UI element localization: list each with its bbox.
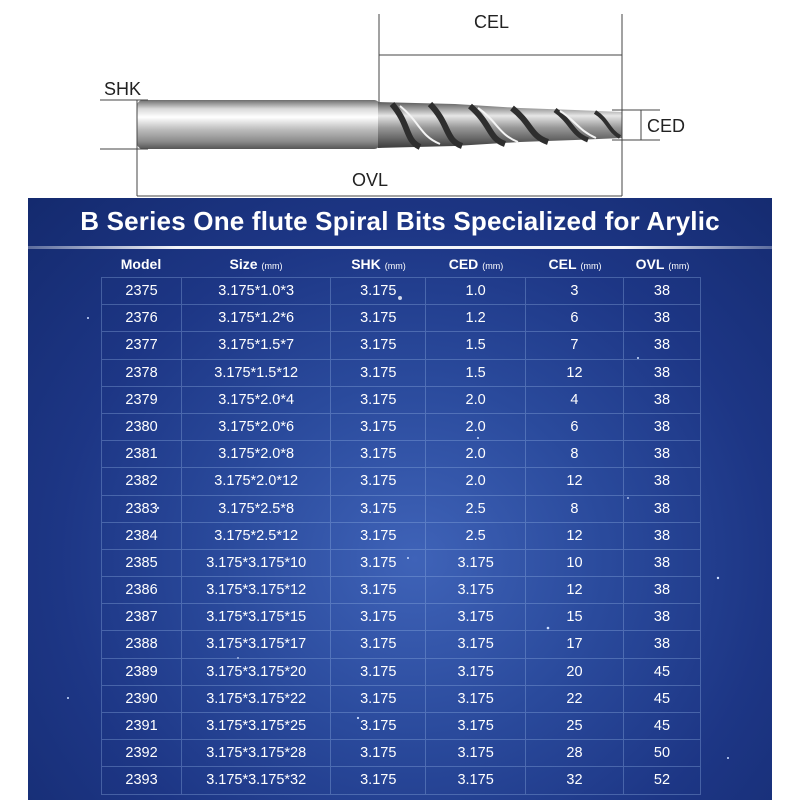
ovl-cell: 38 (624, 604, 701, 630)
spec-table (101, 277, 701, 795)
header-label: CEL (548, 256, 577, 272)
shk-cell: 3.175 (331, 659, 426, 685)
table-row (101, 767, 701, 794)
model-cell: 2387 (101, 604, 182, 630)
shk-cell: 3.175 (331, 686, 426, 712)
model-cell: 2379 (101, 387, 182, 413)
size-cell: 3.175*3.175*22 (182, 686, 331, 712)
spiral-bit-image (0, 0, 800, 200)
header-ovl (624, 256, 701, 276)
size-cell: 3.175*1.2*6 (182, 305, 331, 331)
table-row (101, 468, 701, 495)
cel-cell: 17 (526, 631, 624, 657)
model-cell: 2389 (101, 659, 182, 685)
ced-cell: 3.175 (426, 631, 526, 657)
header-unit: (mm) (668, 261, 690, 271)
ovl-cell: 38 (624, 305, 701, 331)
model-cell: 2375 (101, 278, 182, 304)
shk-cell: 3.175 (331, 740, 426, 766)
header-label: OVL (635, 256, 665, 272)
ced-cell: 1.0 (426, 278, 526, 304)
header-unit: (mm) (482, 261, 504, 271)
ced-cell: 3.175 (426, 767, 526, 793)
header-label: Model (120, 256, 162, 272)
table-row (101, 631, 701, 658)
shk-label: SHK (104, 79, 142, 99)
ced-cell: 3.175 (426, 740, 526, 766)
shk-cell: 3.175 (331, 604, 426, 630)
model-cell: 2391 (101, 713, 182, 739)
model-cell: 2381 (101, 441, 182, 467)
cel-cell: 25 (526, 713, 624, 739)
ovl-cell: 38 (624, 441, 701, 467)
ced-cell: 2.0 (426, 387, 526, 413)
table-row (101, 387, 701, 414)
model-cell: 2380 (101, 414, 182, 440)
shk-cell: 3.175 (331, 441, 426, 467)
table-row (101, 604, 701, 631)
shk-cell: 3.175 (331, 332, 426, 358)
size-cell: 3.175*3.175*25 (182, 713, 331, 739)
size-cell: 3.175*1.5*12 (182, 360, 331, 386)
size-cell: 3.175*3.175*15 (182, 604, 331, 630)
cel-cell: 12 (526, 360, 624, 386)
ced-cell: 3.175 (426, 604, 526, 630)
ovl-cell: 52 (624, 767, 701, 793)
table-row (101, 414, 701, 441)
ovl-cell: 38 (624, 468, 701, 494)
header-size (181, 256, 331, 276)
ced-cell: 2.0 (426, 441, 526, 467)
cel-cell: 12 (526, 468, 624, 494)
cel-cell: 8 (526, 441, 624, 467)
size-cell: 3.175*1.0*3 (182, 278, 331, 304)
table-row (101, 441, 701, 468)
cel-cell: 32 (526, 767, 624, 793)
table-title: B Series One flute Spiral Bits Specialized for Arylic (80, 206, 720, 236)
ced-cell: 3.175 (426, 577, 526, 603)
cel-cell: 12 (526, 523, 624, 549)
shk-cell: 3.175 (331, 550, 426, 576)
table-row (101, 659, 701, 686)
ovl-cell: 45 (624, 686, 701, 712)
shk-cell: 3.175 (331, 360, 426, 386)
header-label: CED (448, 256, 479, 272)
cel-cell: 4 (526, 387, 624, 413)
table-row (101, 713, 701, 740)
table-row (101, 577, 701, 604)
title-divider (28, 246, 772, 249)
size-cell: 3.175*3.175*28 (182, 740, 331, 766)
shk-cell: 3.175 (331, 523, 426, 549)
ovl-cell: 38 (624, 414, 701, 440)
model-cell: 2386 (101, 577, 182, 603)
cel-cell: 3 (526, 278, 624, 304)
cel-cell: 28 (526, 740, 624, 766)
cel-cell: 22 (526, 686, 624, 712)
model-cell: 2392 (101, 740, 182, 766)
table-row (101, 496, 701, 523)
cel-cell: 10 (526, 550, 624, 576)
header-label: SHK (351, 256, 381, 272)
header-unit: (mm) (261, 261, 283, 271)
cel-label: CEL (474, 12, 510, 32)
model-cell: 2377 (101, 332, 182, 358)
header-unit: (mm) (384, 261, 406, 271)
table-row (101, 686, 701, 713)
ced-cell: 2.0 (426, 468, 526, 494)
cel-cell: 12 (526, 577, 624, 603)
bit-diagram (0, 0, 800, 200)
model-cell: 2393 (101, 767, 182, 793)
table-row (101, 305, 701, 332)
shk-cell: 3.175 (331, 468, 426, 494)
size-cell: 3.175*2.0*6 (182, 414, 331, 440)
cel-cell: 15 (526, 604, 624, 630)
table-row (101, 550, 701, 577)
ovl-cell: 38 (624, 332, 701, 358)
model-cell: 2378 (101, 360, 182, 386)
model-cell: 2390 (101, 686, 182, 712)
size-cell: 3.175*3.175*20 (182, 659, 331, 685)
size-cell: 3.175*2.5*8 (182, 496, 331, 522)
size-cell: 3.175*1.5*7 (182, 332, 331, 358)
header-label: Size (229, 256, 258, 272)
header-shk (331, 256, 426, 276)
ovl-cell: 38 (624, 360, 701, 386)
ovl-cell: 38 (624, 577, 701, 603)
header-cel (526, 256, 624, 276)
size-cell: 3.175*2.0*8 (182, 441, 331, 467)
shk-cell: 3.175 (331, 305, 426, 331)
ovl-cell: 50 (624, 740, 701, 766)
ovl-label: OVL (352, 170, 389, 190)
ced-cell: 3.175 (426, 713, 526, 739)
shk-cell: 3.175 (331, 767, 426, 793)
shk-cell: 3.175 (331, 278, 426, 304)
ovl-cell: 38 (624, 550, 701, 576)
cel-cell: 7 (526, 332, 624, 358)
ovl-cell: 38 (624, 387, 701, 413)
shk-cell: 3.175 (331, 577, 426, 603)
model-cell: 2383 (101, 496, 182, 522)
ced-cell: 3.175 (426, 550, 526, 576)
ced-cell: 1.5 (426, 332, 526, 358)
size-cell: 3.175*3.175*12 (182, 577, 331, 603)
ced-cell: 2.5 (426, 496, 526, 522)
shk-cell: 3.175 (331, 496, 426, 522)
header-ced (426, 256, 526, 276)
size-cell: 3.175*3.175*32 (182, 767, 331, 793)
spec-table-panel (28, 198, 772, 800)
shk-cell: 3.175 (331, 713, 426, 739)
cel-cell: 6 (526, 305, 624, 331)
model-cell: 2384 (101, 523, 182, 549)
ovl-cell: 45 (624, 713, 701, 739)
header-model (101, 256, 181, 276)
size-cell: 3.175*3.175*17 (182, 631, 331, 657)
size-cell: 3.175*2.5*12 (182, 523, 331, 549)
shk-cell: 3.175 (331, 387, 426, 413)
model-cell: 2382 (101, 468, 182, 494)
cel-cell: 8 (526, 496, 624, 522)
table-row (101, 278, 701, 305)
ovl-cell: 38 (624, 523, 701, 549)
model-cell: 2376 (101, 305, 182, 331)
model-cell: 2388 (101, 631, 182, 657)
cel-cell: 20 (526, 659, 624, 685)
ced-cell: 1.5 (426, 360, 526, 386)
cel-cell: 6 (526, 414, 624, 440)
size-cell: 3.175*3.175*10 (182, 550, 331, 576)
ced-cell: 1.2 (426, 305, 526, 331)
ovl-cell: 38 (624, 631, 701, 657)
shk-cell: 3.175 (331, 631, 426, 657)
shk-cell: 3.175 (331, 414, 426, 440)
model-cell: 2385 (101, 550, 182, 576)
header-unit: (mm) (580, 261, 602, 271)
ced-cell: 2.0 (426, 414, 526, 440)
ovl-cell: 45 (624, 659, 701, 685)
ced-label: CED (647, 116, 686, 136)
ced-cell: 3.175 (426, 686, 526, 712)
ced-cell: 2.5 (426, 523, 526, 549)
table-row (101, 523, 701, 550)
size-cell: 3.175*2.0*12 (182, 468, 331, 494)
table-row (101, 360, 701, 387)
ced-cell: 3.175 (426, 659, 526, 685)
ovl-cell: 38 (624, 278, 701, 304)
table-row (101, 740, 701, 767)
ovl-cell: 38 (624, 496, 701, 522)
table-row (101, 332, 701, 359)
size-cell: 3.175*2.0*4 (182, 387, 331, 413)
